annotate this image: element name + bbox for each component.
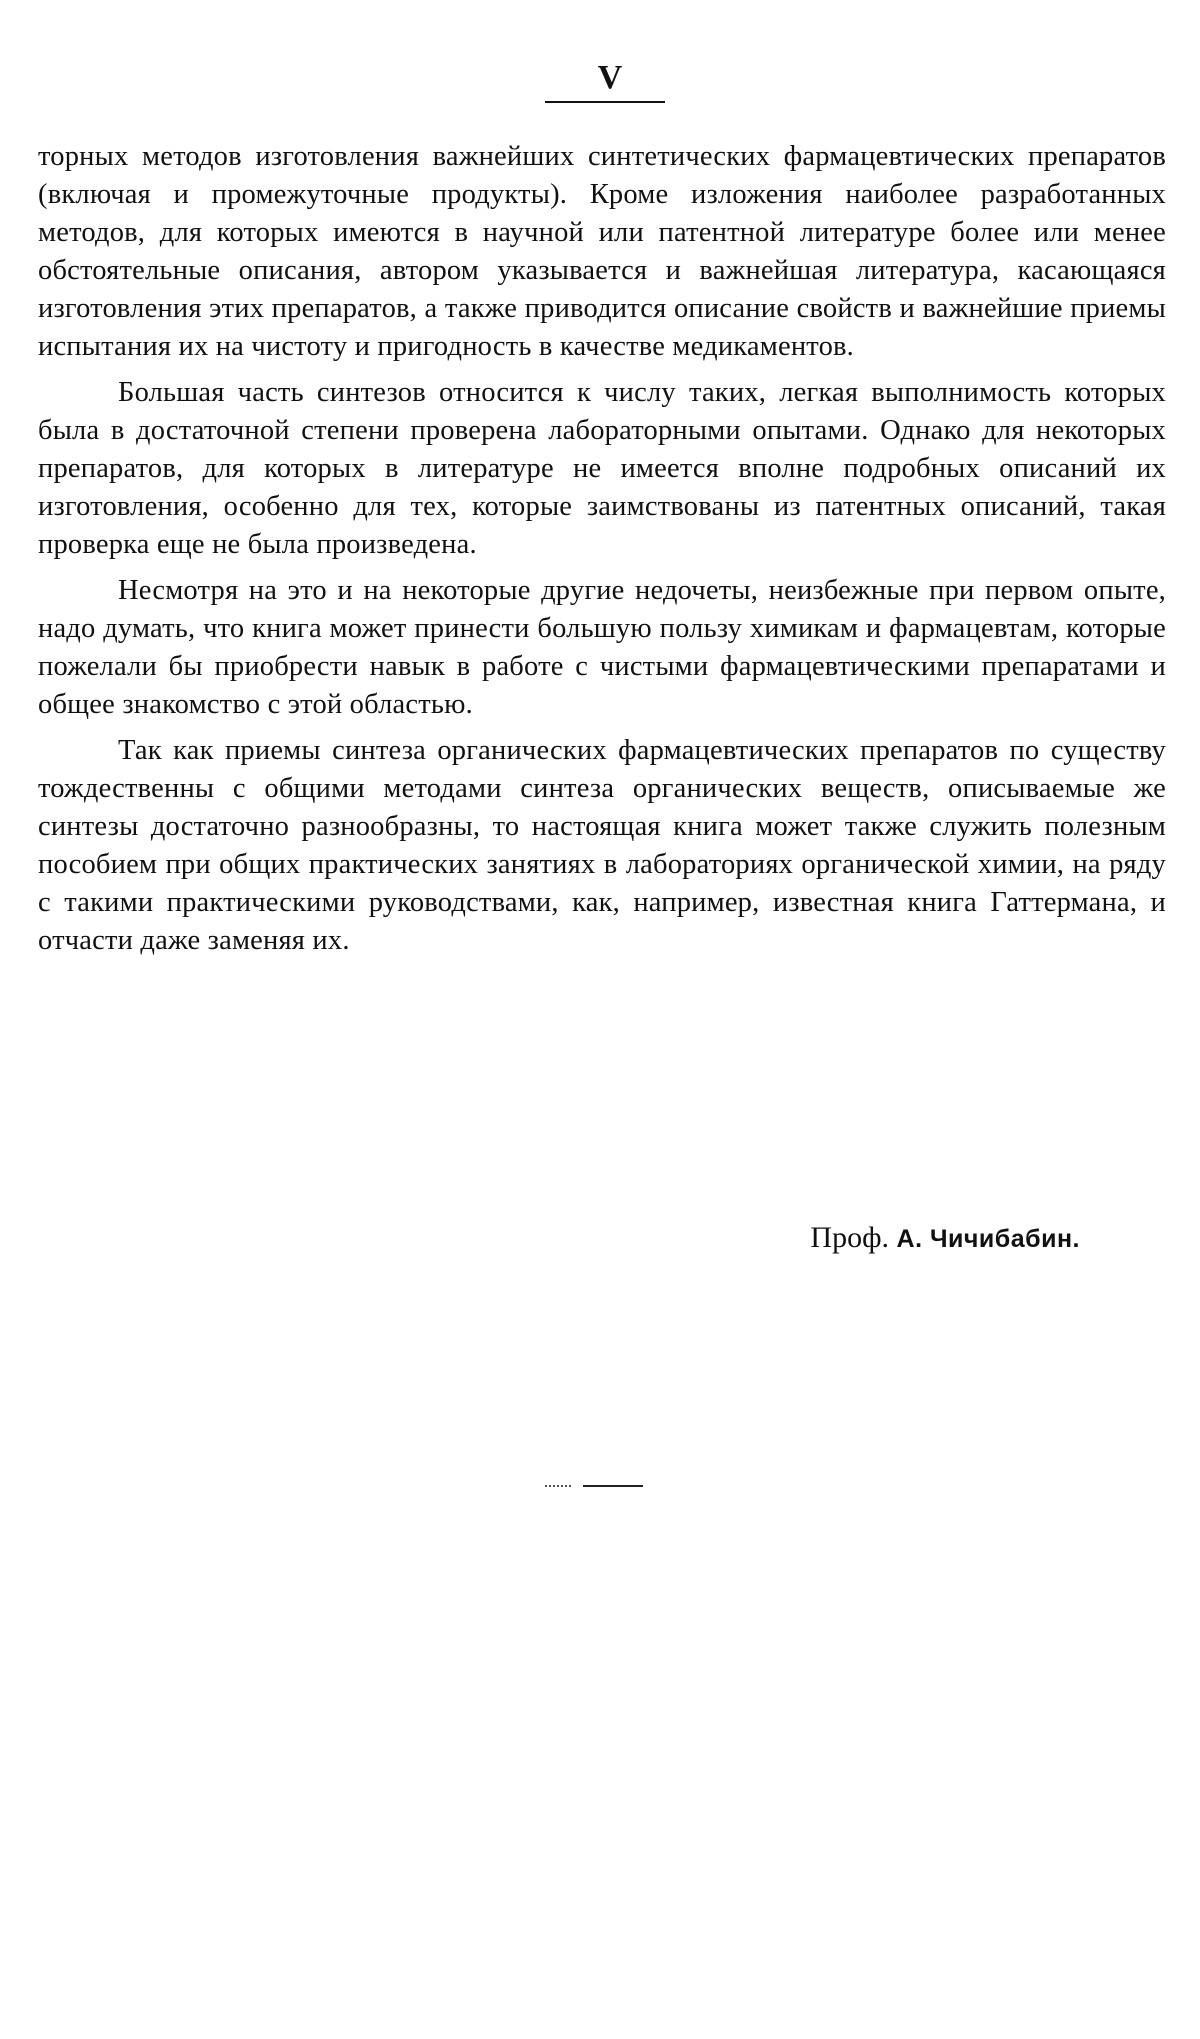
end-rule — [583, 1485, 643, 1487]
signature-name: А. Чичибабин. — [896, 1225, 1080, 1253]
signature — [810, 1218, 1080, 1259]
paragraph-gap — [38, 564, 1166, 572]
paragraph-gap — [38, 724, 1166, 732]
paragraph-continuation: торных методов изготовления важнейших синтетических фармацевтических препаратов (включая и промежуточные продукты). Кроме изложения наиболее разработанных методов, для которых имеются в научной или патентной литературе более или менее обстоятельные описания, автором указывается и важнейшая литература, касающаяся изготовления этих препаратов, а также приводится описание свойств и важнейшие приемы испытания их на чистоту и пригодность в качестве медикаментов. — [38, 141, 1166, 362]
page-number: V — [597, 59, 623, 96]
paragraph-gap — [38, 366, 1166, 374]
end-rule-dots — [545, 1485, 571, 1487]
text-body — [38, 138, 1166, 960]
paragraph: Большая часть синтезов относится к числу таких, легкая выполнимость которых была в достаточной степени проверена лабораторными опытами. Однако для некоторых препаратов, для которых в литературе не имеется вполне подробных описаний их изготовления, особенно для тех, которые заимствованы из патентных описаний, такая проверка еще не была произведена. — [38, 377, 1166, 560]
signature-title: Проф. — [810, 1221, 890, 1254]
paragraph: Несмотря на это и на некоторые другие недочеты, неизбежные при первом опыте, надо думать, что книга может принести большую пользу химикам и фармацевтам, которые пожелали бы приобрести навык в работе с чистыми фармацевтическими препаратами и общее знакомство с этой областью. — [38, 575, 1166, 720]
paragraph: Так как приемы синтеза органических фармацевтических препаратов по существу тождественны с общими методами синтеза органических веществ, описываемые же синтезы достаточно разнообразны, то настоящая книга может также служить полезным пособием при общих практических занятиях в лабораториях органической химии, на ряду с такими практическими руководствами, как, например, известная книга Гаттермана, и отчасти даже заменяя их. — [38, 735, 1166, 956]
page-number-underline — [545, 101, 665, 103]
